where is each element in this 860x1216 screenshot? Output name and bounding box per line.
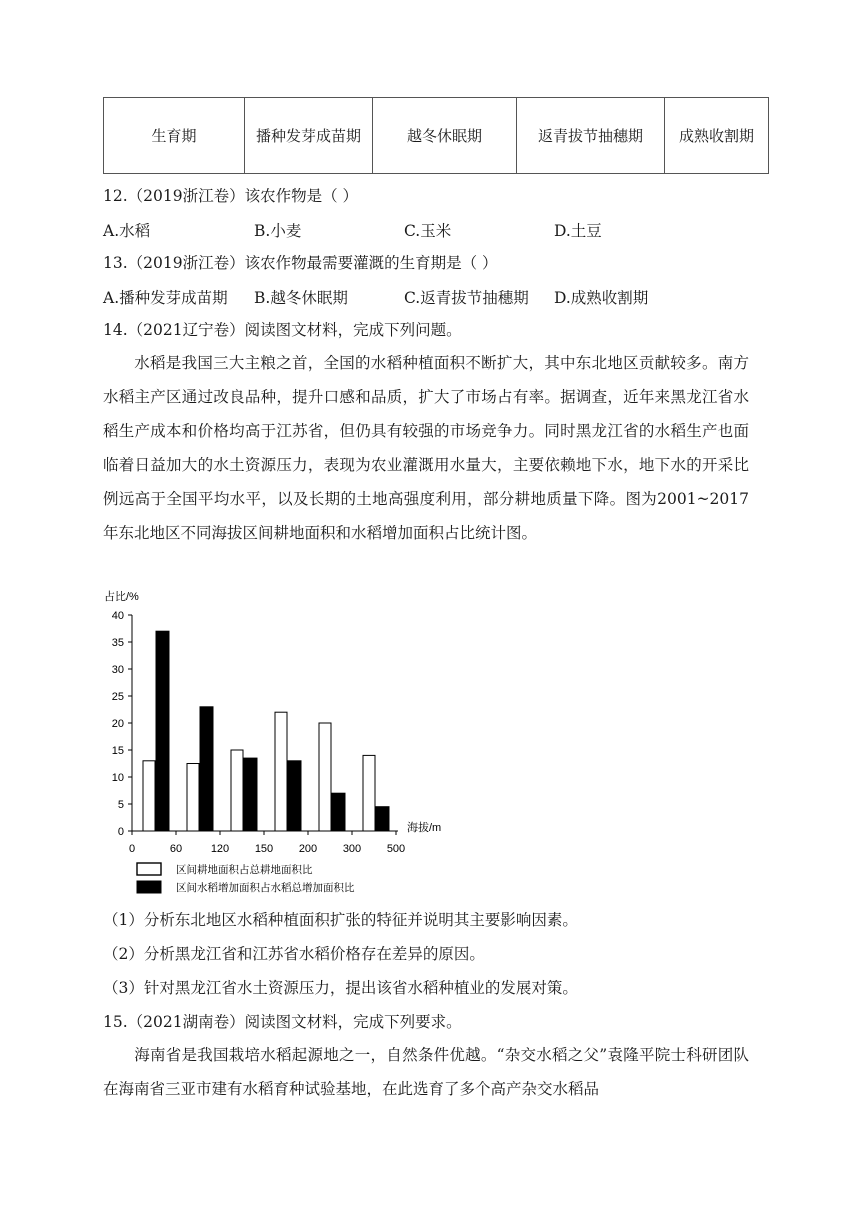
bar-cultivated-area: [363, 755, 375, 831]
q13-option-d: D.成熟收割期: [554, 289, 649, 307]
q14-subquestion-1: （1）分析东北地区水稻种植面积扩张的特征并说明其主要影响因素。: [103, 911, 578, 929]
q14-subquestion-3: （3）针对黑龙江省水土资源压力，提出该省水稻种植业的发展对策。: [103, 979, 578, 997]
bar-rice-increase: [288, 761, 301, 831]
y-tick-label: 35: [111, 637, 124, 649]
question-15-material: [103, 1038, 749, 1106]
bar-chart: [100, 584, 442, 900]
material-text: 海南省是我国栽培水稻起源地之一，自然条件优越。“杂交水稻之父”袁隆平院士科研团队在海南省三亚市建有水稻育种试验基地，在此选育了多个高产杂交水稻品: [103, 1046, 749, 1098]
table-cell: 越冬休眠期: [373, 98, 517, 174]
bar-cultivated-area: [231, 750, 243, 831]
growth-stage-table: [103, 97, 769, 174]
q13-option-b: B.越冬休眠期: [254, 289, 348, 307]
y-tick-label: 20: [111, 718, 124, 730]
legend-label-rice: 区间水稻增加面积占水稻总增加面积比: [176, 882, 355, 894]
y-axis-label: 占比/%: [104, 591, 139, 603]
table-row: [104, 98, 769, 174]
bar-cultivated-area: [187, 764, 199, 832]
question-13-stem: 13.（2019浙江卷）该农作物最需要灌溉的生育期是（ ）: [103, 254, 498, 272]
question-14-stem: 14.（2021辽宁卷）阅读图文材料，完成下列问题。: [103, 321, 462, 339]
y-tick-label: 0: [117, 826, 124, 838]
question-14-material: [103, 346, 749, 550]
table-cell: 成熟收割期: [665, 98, 769, 174]
bar-cultivated-area: [275, 712, 287, 831]
q13-option-a: A.播种发芽成苗期: [103, 289, 228, 307]
x-axis-label: 海拔/m: [407, 822, 442, 834]
table-cell: 返青拔节抽穗期: [517, 98, 665, 174]
y-tick-label: 10: [111, 772, 124, 784]
y-tick-label: 25: [111, 691, 124, 703]
q14-subquestion-2: （2）分析黑龙江省和江苏省水稻价格存在差异的原因。: [103, 945, 485, 963]
table-cell: 播种发芽成苗期: [245, 98, 373, 174]
bar-rice-increase: [376, 807, 389, 831]
q12-option-c: C.玉米: [404, 222, 452, 240]
bar-rice-increase: [332, 793, 345, 831]
x-tick-label: 120: [210, 843, 230, 855]
y-tick-label: 40: [111, 610, 124, 622]
x-tick-label: 150: [254, 843, 274, 855]
q12-option-d: D.土豆: [554, 222, 602, 240]
bar-rice-increase: [200, 707, 213, 831]
legend-swatch-cultivated: [137, 863, 161, 875]
q12-option-b: B.小麦: [254, 222, 302, 240]
x-tick-label: 60: [169, 843, 183, 855]
material-text: 水稻是我国三大主粮之首，全国的水稻种植面积不断扩大，其中东北地区贡献较多。南方水稻主产区通过改良品种，提升口感和品质，扩大了市场占有率。据调查，近年来黑龙江省水稻生产成本和价格均高于江苏省，但仍具有较强的市场竞争力。同时黑龙江省的水稻生产也面临着日益加大的水土资源压力，表现为农业灌溉用水量大，主要依赖地下水，地下水的开采比例远高于全国平均水平，以及长期的土地高强度利用，部分耕地质量下降。图为2001~2017年东北地区不同海拔区间耕地面积和水稻增加面积占比统计图。: [103, 354, 749, 542]
table-cell: 生育期: [104, 98, 245, 174]
q13-option-c: C.返青拔节抽穗期: [404, 289, 529, 307]
legend-label-cultivated: 区间耕地面积占总耕地面积比: [176, 864, 313, 876]
x-tick-label: 300: [342, 843, 362, 855]
y-tick-label: 30: [111, 664, 124, 676]
bar-rice-increase: [244, 758, 257, 831]
y-tick-label: 5: [117, 799, 124, 811]
legend-swatch-rice: [137, 881, 161, 893]
question-15-stem: 15.（2021湖南卷）阅读图文材料，完成下列要求。: [103, 1013, 462, 1031]
bar-rice-increase: [156, 631, 169, 831]
x-tick-label: 200: [298, 843, 318, 855]
bar-cultivated-area: [143, 761, 155, 831]
question-12-stem: 12.（2019浙江卷）该农作物是（ ）: [103, 187, 359, 205]
x-tick-label: 500: [386, 843, 406, 855]
y-tick-label: 15: [111, 745, 124, 757]
q12-option-a: A.水稻: [103, 222, 151, 240]
bar-cultivated-area: [319, 723, 331, 831]
x-tick-label: 0: [128, 843, 136, 855]
